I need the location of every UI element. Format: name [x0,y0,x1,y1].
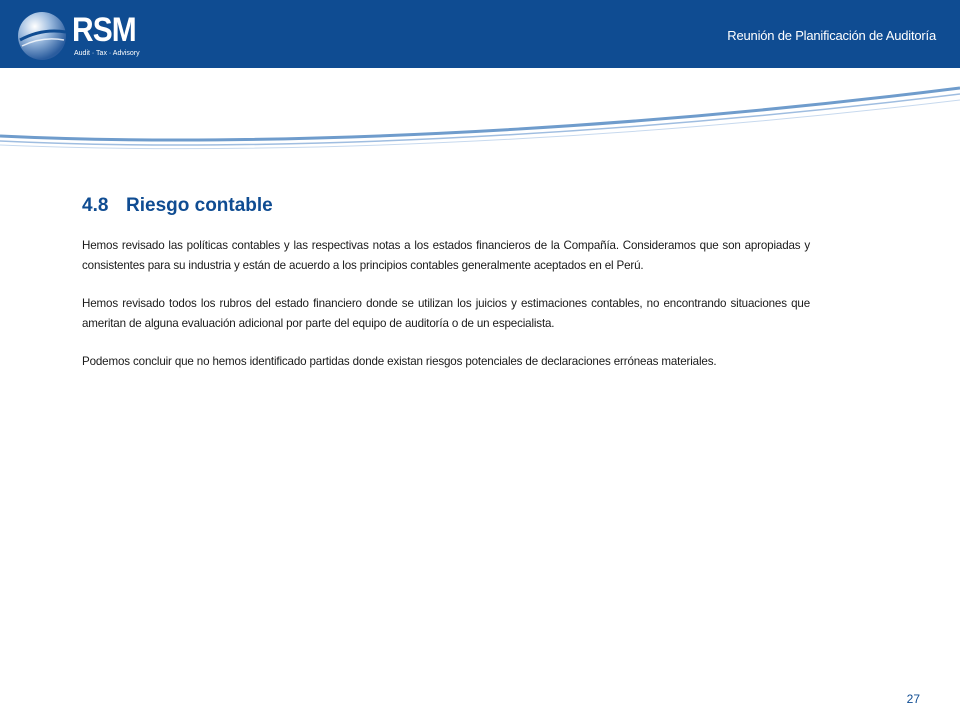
decorative-swoosh [0,78,960,158]
page-number: 27 [906,692,920,706]
body-text [82,236,810,391]
globe-icon [16,10,68,62]
rsm-logo [16,10,146,62]
paragraph-conclusion: Podemos concluir que no hemos identificado partidas donde existan riesgos potenciales de declaraciones erróneas materiales. [82,355,717,368]
header-bar [0,0,960,68]
logo-wordmark: RSM [72,11,136,49]
logo-tagline: Audit · Tax · Advisory [74,50,140,57]
section-heading [82,194,273,218]
presentation-title: Reunión de Planificación de Auditoría [727,28,936,43]
paragraph-policies: Hemos revisado las políticas contables y las respectivas notas a los estados financieros de la Compañía. Consideramos que son apropiadas y consistentes para su industria y están de acuerdo a los principios contables generalmente aceptados en el Perú. [82,239,810,272]
section-number: 4.8 [82,195,109,216]
paragraph-estimates: Hemos revisado todos los rubros del estado financiero donde se utilizan los juicios y estimaciones contables, no encontrando situaciones que ameritan de alguna evaluación adicional por parte del equipo de auditoría o de un especialista. [82,297,810,330]
section-title: Riesgo contable [126,195,273,216]
